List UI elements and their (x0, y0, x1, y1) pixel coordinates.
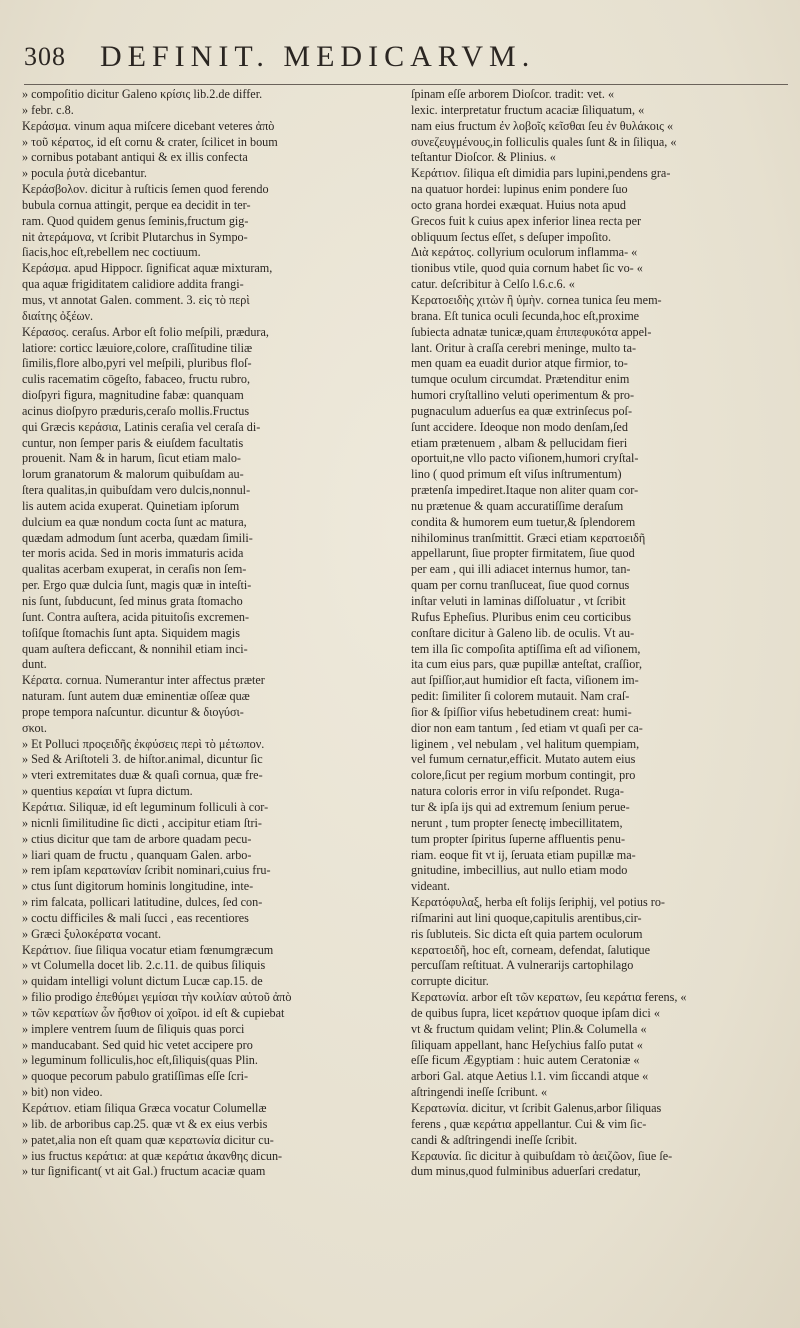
text-line: candi & adſtringendi ineſſe ſcribit. (411, 1132, 578, 1147)
text-line: liginem , vel nebulam , vel halitum quempiam, (411, 736, 640, 751)
text-line: ram. Quod quidem genus ſeminis,fructum gig- (22, 213, 249, 228)
text-line: ſiacis,hoc eſt,rebellem nec coctiuum. (22, 245, 201, 260)
text-line: aſtringendi ineſſe ſcribunt. « (411, 1085, 548, 1100)
text-line: nit ἀτεράμονα, vt ſcribit Plutarchus in Sympo- (22, 229, 248, 244)
text-line: qualitas acerbam exuperat, in ceraſis non ſem- (22, 562, 247, 577)
text-line: de quibus ſupra, licet κεράτιον quoque ipſam dici « (411, 1005, 660, 1020)
text-line: ter moris acida. Sed in moris immaturis acida (22, 546, 244, 561)
text-line: » nicnli ſimilitudine ſic dicti , accipitur etiam ſtri- (22, 815, 262, 830)
text-line: cuntur, non ſemper paris & eiuſdem facultatis (22, 435, 244, 450)
text-line: ſubiecta adnatæ tunicæ,quam ἐπιπεφυκότα appel- (411, 324, 652, 339)
text-line: na quatuor hordei: lupinus enim pondere ſuo (411, 182, 628, 197)
text-line: dum minus,quod fulminibus aduerſari credatur, (411, 1164, 641, 1179)
text-line: » ctus ſunt digitorum hominis longitudine, inte- (22, 879, 254, 894)
text-line: corrupte dicitur. (411, 974, 489, 989)
text-line: » vteri extremitates duæ & quaſi cornua, quæ fre- (22, 768, 263, 783)
text-line: riſmarini aut lini quoque,capitulis arentibus,cir- (411, 910, 642, 925)
text-line: διαίτης ὀξέων. (22, 308, 94, 323)
text-line: » τῶν κερατίων ὧν ἤσθιον οἱ χοῖροι. id eſt & cupiebat (22, 1005, 285, 1020)
text-line: » febr. c.8. (22, 102, 74, 117)
text-line: nihilominus tranſmittit. Græci etiam κερατοειδῆ (411, 530, 646, 545)
text-line: Κέρασος. ceraſus. Arbor eſt folio meſpili, prædura, (22, 324, 269, 339)
text-line: men quam ea euadit durior atque firmior, to- (411, 356, 628, 371)
text-line: per eam , qui illi adiacet internus humor, tan- (411, 562, 631, 577)
text-line: obliquum ſectus eſſet, s deſuper impoſito. (411, 229, 612, 244)
left-column (22, 87, 399, 1323)
text-line: Διὰ κεράτος. collyrium oculorum inflamma- « (411, 245, 638, 260)
text-line: octo grana hordei exæquat. Huius nota apud (411, 197, 626, 212)
text-line: Rufus Epheſius. Pluribus enim ceu corticibus (411, 609, 632, 624)
text-line: Κεράτιον. ſiliqua eſt dimidia pars lupini,pendens gra- (411, 166, 671, 181)
text-line: catur. deſcribitur à Celſo l.6.c.6. « (411, 277, 575, 292)
text-line: lexic. interpretatur fructum acaciæ ſiliquatum, « (411, 102, 645, 117)
text-line: acinus dioſpyro præduris,ceraſo mollis.Fructus (22, 403, 250, 418)
running-title: DEFINIT. MEDICARVM. (100, 40, 536, 73)
text-line: appellarunt, ſiue propter firmitatem, ſiue quod (411, 546, 635, 561)
text-line: prætenſa impediret.Itaque non aliter quam cor- (411, 483, 639, 498)
text-line: ſimilis,flore albo,pyri vel meſpili, pluribus floſ- (22, 356, 252, 371)
text-line: vel fumum cernatur,efficit. Mutato autem eius (411, 752, 636, 767)
text-line: videant. (411, 879, 450, 894)
text-line: toſiſque ſtomachis ſunt apta. Siquidem magis (22, 625, 240, 640)
text-line: lis autem acida exuperat. Quinetiam ipſorum (22, 498, 240, 513)
text-line: Κεράσμα. vinum aqua miſcere dicebant veteres ἀπὸ (22, 118, 275, 133)
text-line: latiore: corticc læuiore,colore, craſſitudine tiliæ (22, 340, 253, 355)
text-line: eſſe ficum Ægyptiam : huic autem Ceratoniæ « (411, 1053, 640, 1068)
text-line: κερατοειδῆ, hoc eſt, corneam, defendat, ſalutique (411, 942, 650, 957)
text-line: » coctu difficiles & mali ſucci , eas recentiores (22, 910, 249, 925)
text-line: » quoque pecorum pabulo gratiſſimas eſſe ſcri- (22, 1069, 249, 1084)
page-number: 308 (24, 42, 66, 71)
text-line: tumque oculum circumdat. Prætenditur enim (411, 372, 630, 387)
text-line: Κερατόφυλαξ, herba eſt folijs ſeriphij, vel potius ro- (411, 895, 665, 910)
text-line: » lib. de arboribus cap.25. quæ vt & ex eius verbis (22, 1116, 268, 1131)
text-line: » vt Columella docet lib. 2.c.11. de quibus ſiliquis (22, 958, 266, 973)
text-line: dulcium ea quæ nondum cocta ſunt ac matura, (22, 514, 247, 529)
text-line: ſior & ſpiſſior viſus hebetudinem creat: humi- (411, 704, 632, 719)
text-line: colore,ſicut per regium morbum contingit, pro (411, 768, 636, 783)
text-line: bubula cornua attingit, perque ea decidit in ter- (22, 197, 251, 212)
text-line: Κεράτιον. ſiue ſiliqua vocatur etiam fœnumgræcum (22, 942, 274, 957)
text-line: » implere ventrem ſuum de ſiliquis quas porci (22, 1021, 245, 1036)
text-line: inſtar veluti in laminas diſſoluatur , vt ſcribit (411, 594, 626, 608)
text-line: Κερατωνία. arbor eſt τῶν κερατων, ſeu κεράτια ferens, « (411, 990, 687, 1005)
text-line: » rim falcata, pollicari latitudine, dulces, ſed con- (22, 895, 263, 910)
text-line: » Græci ξυλοκέρατα vocant. (22, 926, 162, 941)
text-line: » ius fructus κεράτια: at quæ κεράτια ἀκανθης dicun- (22, 1148, 283, 1163)
text-line: » pocula ῥυτὰ dicebantur. (22, 166, 147, 181)
text-line: aut ſpiſſior,aut humidior eſt facta, viſionem im- (411, 673, 639, 688)
text-line: » manducabant. Sed quid hic vetet accipere pro (22, 1037, 253, 1052)
text-line: Κερατωνία. dicitur, vt ſcribit Galenus,arbor ſiliquas (411, 1101, 662, 1115)
text-line: » τοῦ κέρατος, id eſt cornu & crater, ſcilicet in boum (22, 134, 278, 149)
text-line: oportuit,ne vllo pacto viſionem,humori cryſtal- (411, 451, 639, 466)
text-line: prope tempora naſcuntur. dicuntur & διογύσι- (22, 704, 244, 719)
text-line: σκοι. (22, 720, 47, 735)
running-head (14, 40, 794, 80)
text-line: conſtare dicitur à Galeno lib. de oculis. Vt au- (411, 625, 635, 640)
text-line: riam. eoque fit vt ij, ſeruata etiam pupillæ ma- (411, 847, 636, 862)
text-line: Κεράσμα. apud Hippocr. ſignificat aquæ mixturam, (22, 261, 273, 276)
text-line: arbori Gal. atque Aetius l.1. vim ſiccandi atque « (411, 1069, 649, 1084)
text-line: Κεράτιον. etiam ſiliqua Græca vocatur Columellæ (22, 1101, 267, 1115)
text-line: gnitudine, imbecillius, aut nullo etiam modo (411, 863, 628, 878)
text-line: natura coloris error in viſu reſpondet. Ruga- (411, 784, 624, 799)
text-line: tionibus vtile, quod quia cornum habet ſic vo- « (411, 261, 643, 276)
text-line: » filio prodigo ἐπεθύμει γεμίσαι τὴν κοιλίαν αὐτοῦ ἀπὸ (22, 990, 292, 1005)
text-line: nam eius fructum ἐν λοβοῖς κεῖσθαι ſeu ἐν θυλάκοις « (411, 118, 674, 133)
text-line: » Sed & Ariſtoteli 3. de hiſtor.animal, dicuntur ſic (22, 752, 263, 767)
text-line: dior non eam tantum , ſed etiam vt quaſi per ca- (411, 720, 643, 735)
text-line: quædam admodum ſunt acerba, quædam ſimili- (22, 530, 253, 545)
text-line: ris ſubluteis. Sic dicta eſt quia partem oculorum (411, 926, 643, 941)
text-line: condita & humorem eum tuetur,& ſplendorem (411, 514, 636, 529)
text-line: » ctius dicitur que tam de arbore quadam pecu- (22, 831, 252, 846)
text-line: etiam prætenuem , albam & pellucidam fieri (411, 435, 628, 450)
text-line: dunt. (22, 657, 47, 672)
text-line: nu prætenue & quam accuratiſſime deraſum (411, 498, 624, 513)
text-line: quam auſtera deficcant, & nonnihil etiam inci- (22, 641, 248, 656)
text-line: lant. Oritur à craſſa cerebri meninge, multo ta- (411, 340, 637, 355)
right-column (411, 87, 791, 1323)
text-line: percuſſam reſtituat. A vulnerarijs cartophilago (411, 958, 634, 973)
text-line: » Et Polluci προςειδῆς ἐκφύσεις περὶ τὸ μέτωπον. (22, 736, 265, 751)
text-line: Κέρατα. cornua. Numerantur inter affectus præter (22, 673, 265, 688)
text-line: » leguminum folliculis,hoc eſt,ſiliquis(quas Plin. (22, 1053, 258, 1068)
text-line: naturam. ſunt autem duæ eminentiæ oſſeæ quæ (22, 689, 250, 704)
text-line: vt & fructum quidam velint; Plin.& Columella « (411, 1021, 647, 1036)
text-line: » compoſitio dicitur Galeno κρίσις lib.2.de differ. (22, 87, 263, 101)
text-line: » quidam intelligi volunt dictum Lucæ cap.15. de (22, 974, 263, 989)
text-line: humori cryſtallino veluti operimentum & pro- (411, 388, 635, 403)
text-line: ferens , quæ κεράτια appellantur. Cui & vim ſic- (411, 1116, 647, 1131)
text-line: ſunt accidere. Ideoque non modo denſam,ſed (411, 419, 628, 434)
text-line: » patet,alia non eſt quam quæ κερατωνία dicitur cu- (22, 1132, 274, 1147)
text-line: Κερατοειδὴς χιτὼν ἢ ὑμὴν. cornea tunica ſeu mem- (411, 292, 662, 307)
text-line: teſtantur Dioſcor. & Plinius. « (411, 150, 556, 165)
text-line: mus, vt annotat Galen. comment. 3. εἰς τὸ περὶ (22, 292, 250, 307)
text-line: pugnaculum aduerſus ea quæ extrinſecus poſ- (411, 403, 633, 418)
text-line: ſunt. Contra auſtera, acida pituitoſis excremen- (22, 609, 250, 624)
text-line: ſtera qualitas,in quibuſdam vero dulcis,nonnul- (22, 483, 251, 498)
text-line: nis ſunt, ſubducunt, ſed minus grata ſtomacho (22, 594, 243, 608)
text-line: qua aquæ frigiditatem calidiore addita frangi- (22, 277, 244, 292)
text-line: » rem ipſam κερατωνίαν ſcribit nominari,cuius fru- (22, 863, 271, 878)
text-line: » bit) non video. (22, 1085, 103, 1100)
text-line: ſpinam eſſe arborem Dioſcor. tradit: vet. « (411, 87, 615, 101)
text-line: » cornibus potabant antiqui & ex illis confecta (22, 150, 248, 165)
text-line: per. Ergo quæ dulcia ſunt, magis quæ in inteſti- (22, 578, 252, 593)
text-line: tur & ipſa ijs qui ad extremum ſenium perue- (411, 799, 630, 814)
text-line: » tur ſignificant( vt ait Gal.) fructum acaciæ quam (22, 1164, 266, 1179)
text-line: » liari quam de fructu , quanquam Galen. arbo- (22, 847, 252, 862)
text-line: tem illa ſic compoſita aptiſſima eſt ad viſionem, (411, 641, 641, 656)
header-rule (24, 84, 788, 85)
text-line: Κεραυνία. ſic dicitur à quibuſdam τὸ ἀειζῶον, ſiue ſe- (411, 1148, 673, 1163)
text-line: lino ( quod primum eſt viſus inſtrumentum) (411, 467, 622, 482)
text-line: culis racematim cōgeſto, fabaceo, fructu rubro, (22, 372, 251, 387)
text-line: ſiliquam appellant, hanc Heſychius falſo putat « (411, 1037, 643, 1052)
text-line: pedit: ſimiliter ſi colorem mutauit. Nam craſ- (411, 689, 630, 704)
text-line: ita cum eius pars, quæ pupillæ anteſtat, craſſior, (411, 657, 643, 672)
text-line: tum propter ſpiritus ſuperne affluentis penu- (411, 831, 626, 846)
text-line: Grecos fuit k cuius apex inferior linea recta per (411, 213, 642, 228)
text-line: συνεζευγμένους,in folliculis quales ſunt & in ſiliqua, « (411, 134, 677, 149)
text-line: Κεράσβολον. dicitur à ruſticis ſemen quod ferendo (22, 182, 269, 197)
text-line: dioſpyri figura, magnitudine fabæ: quanquam (22, 388, 244, 403)
text-line: » quentius κεραίαι vt ſupra dictum. (22, 784, 193, 799)
text-line: nerunt , tum propter ſenectę imbecillitatem, (411, 815, 623, 830)
text-line: qui Græcis κεράσια, Latinis ceraſia vel ceraſa di- (22, 419, 261, 434)
text-line: quam per cornu tranſluceat, ſiue quod cornus (411, 578, 630, 593)
text-line: lorum granatorum & malorum quibuſdam au- (22, 467, 244, 482)
text-line: prouenit. Nam & in harum, ſicut etiam malo- (22, 451, 241, 466)
text-line: Κεράτια. Siliquæ, id eſt leguminum folliculi à cor- (22, 799, 269, 814)
text-line: brana. Eſt tunica oculi ſecunda,hoc eſt,proxime (411, 308, 640, 323)
